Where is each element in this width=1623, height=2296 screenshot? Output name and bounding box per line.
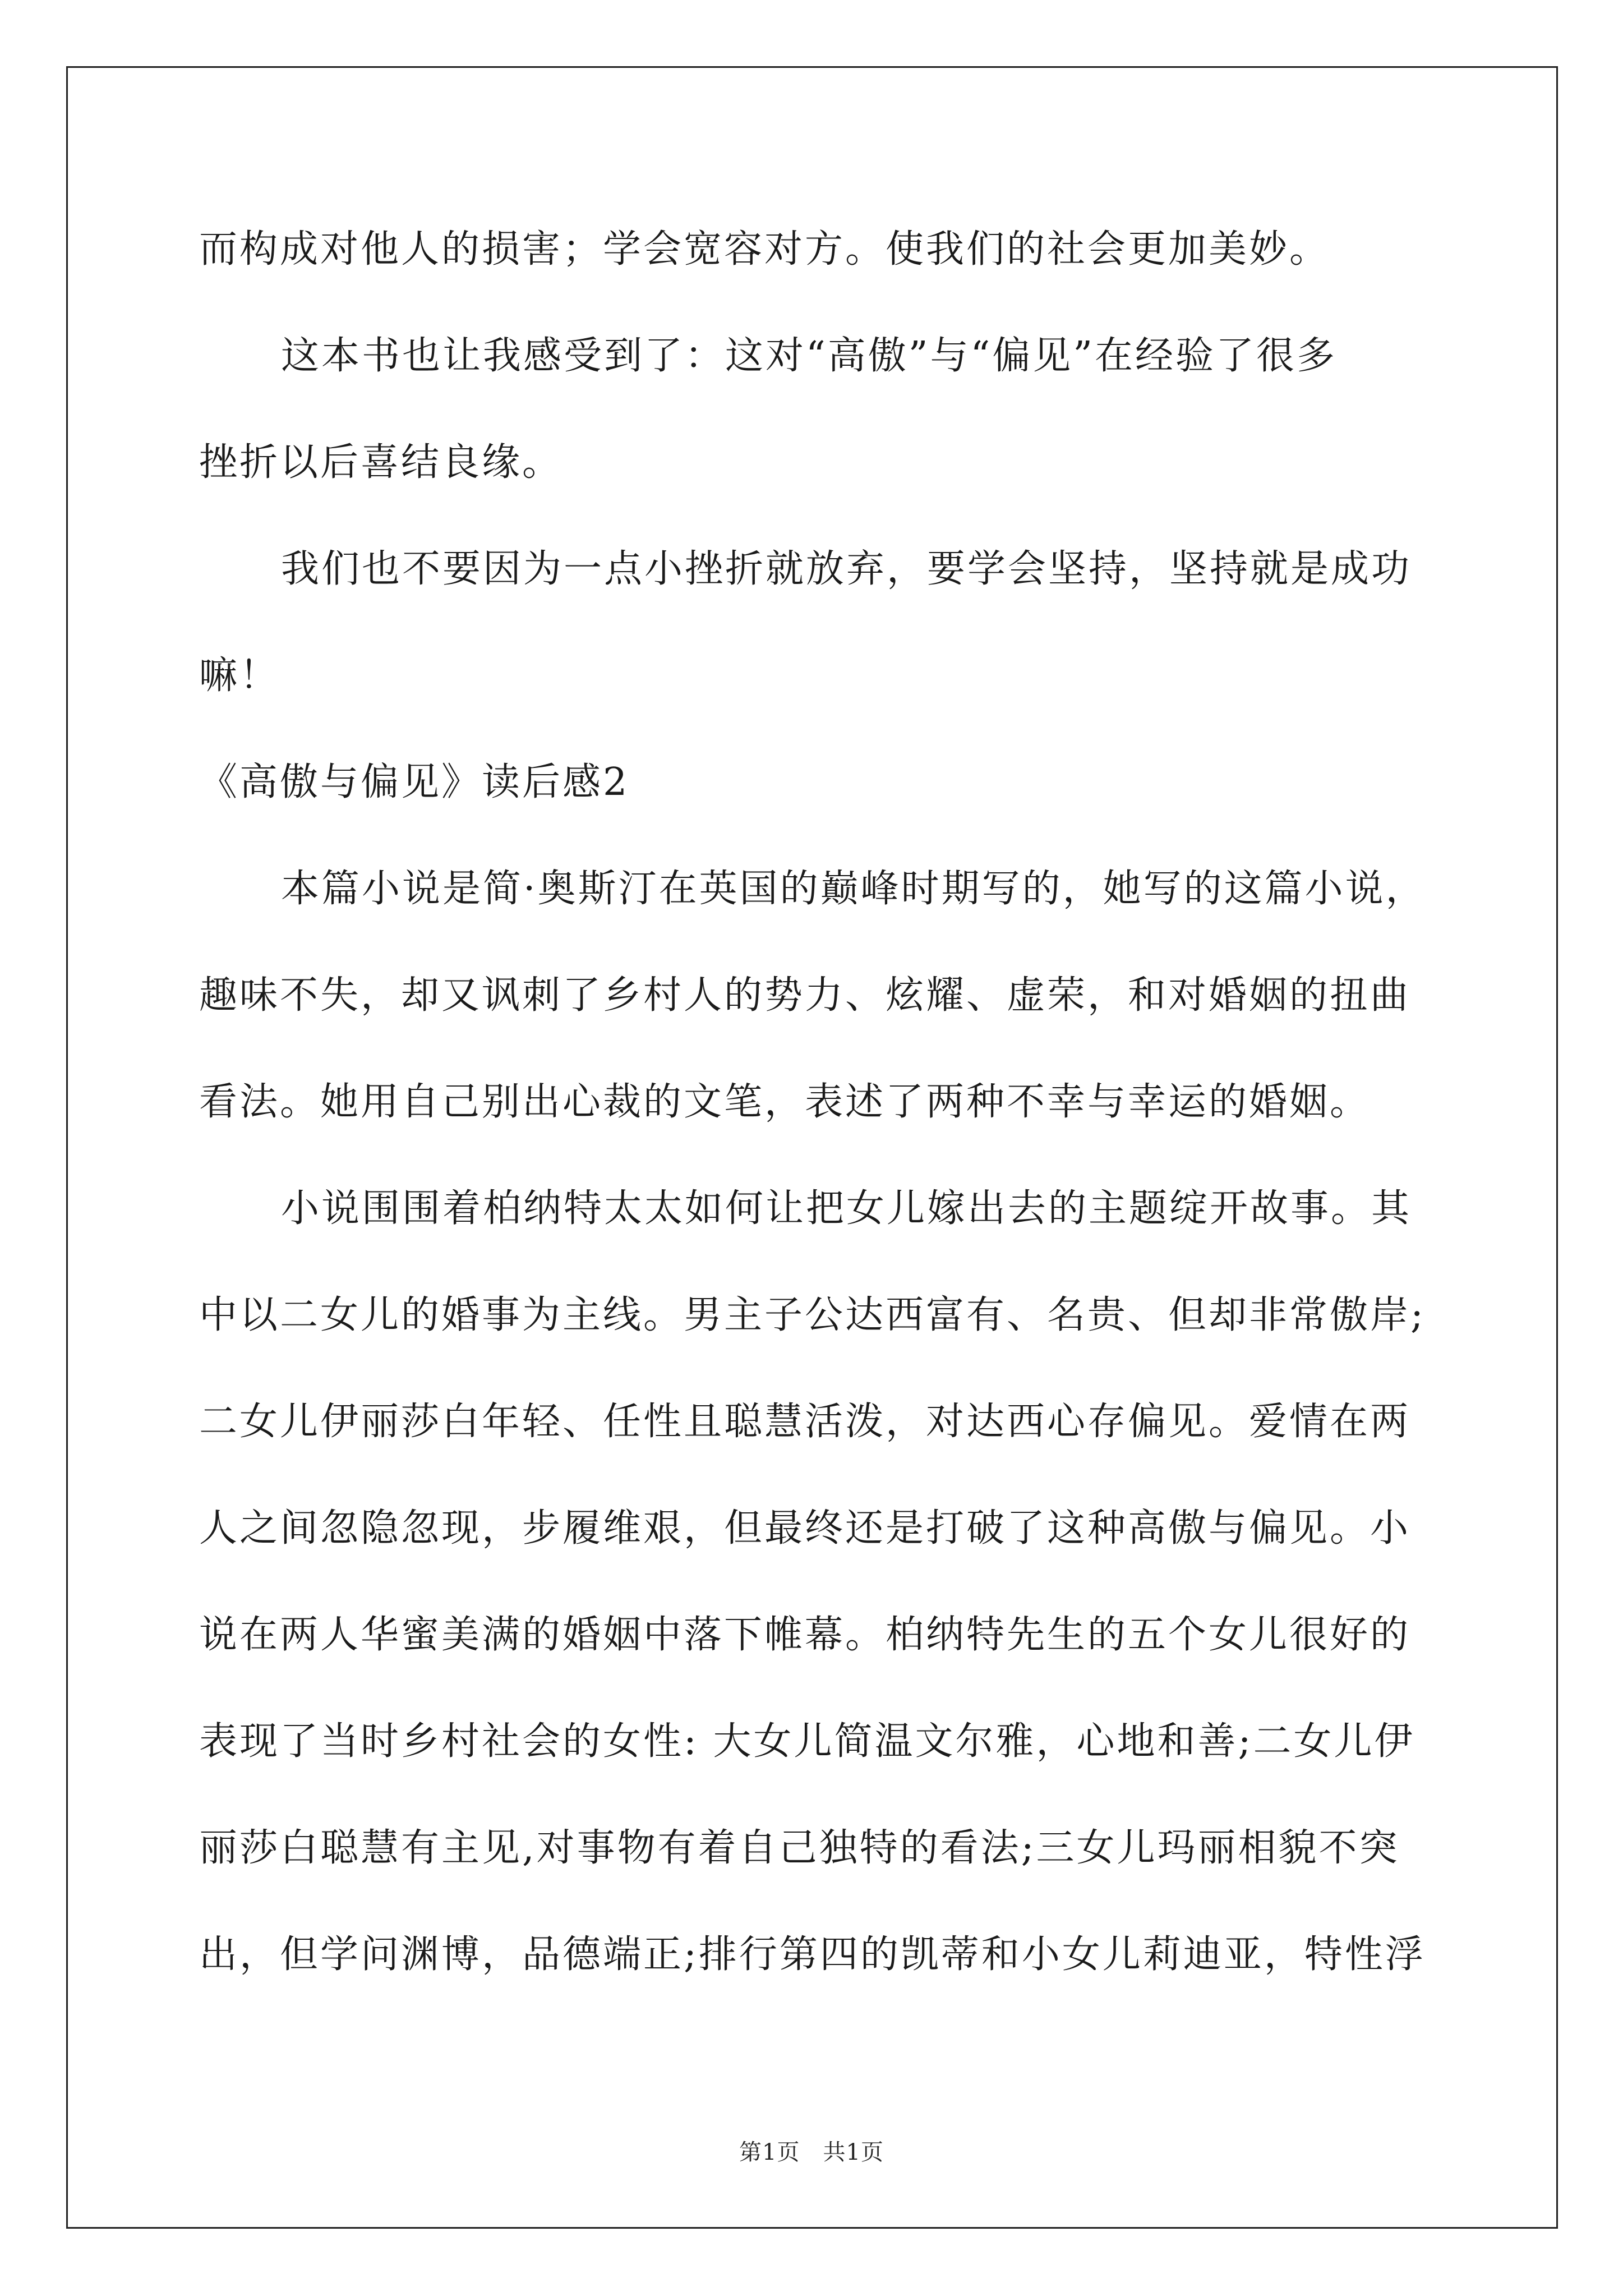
text-line: 嘛！ bbox=[199, 654, 280, 698]
text-line: 出，但学问渊博，品德端正;排行第四的凯蒂和小女儿莉迪亚，特性浮 bbox=[199, 1932, 1426, 1977]
text-line: 趣味不失，却又讽刺了乡村人的势力、炫耀、虚荣，和对婚姻的扭曲 bbox=[199, 973, 1411, 1018]
text-line: 本篇小说是简·奥斯汀在英国的巅峰时期写的，她写的这篇小说， bbox=[281, 867, 1426, 911]
text-line: 丽莎白聪慧有主见,对事物有着自己独特的看法;三女儿玛丽相貌不突 bbox=[199, 1826, 1400, 1870]
text-line: 二女儿伊丽莎白年轻、任性且聪慧活泼，对达西心存偏见。爱情在两 bbox=[199, 1400, 1411, 1444]
text-line: 挫折以后喜结良缘。 bbox=[199, 440, 563, 485]
text-line: 而构成对他人的损害；学会宽容对方。使我们的社会更加美妙。 bbox=[199, 227, 1330, 272]
text-line: 看法。她用自己别出心裁的文笔，表述了两种不幸与幸运的婚姻。 bbox=[199, 1080, 1371, 1124]
text-line: 中以二女儿的婚事为主线。男主子公达西富有、名贵、但却非常傲岸; bbox=[199, 1293, 1426, 1337]
page-footer: 第1页 共1页 bbox=[739, 2139, 884, 2165]
text-line: 这本书也让我感受到了：这对“高傲”与“偏见”在经验了很多 bbox=[281, 334, 1338, 378]
text-line: 小说围围着柏纳特太太如何让把女儿嫁出去的主题绽开故事。其 bbox=[281, 1186, 1412, 1231]
document-body bbox=[199, 196, 1444, 2008]
text-line: 说在两人华蜜美满的婚姻中落下帷幕。柏纳特先生的五个女儿很好的 bbox=[199, 1613, 1411, 1657]
section-heading: 《高傲与偏见》读后感2 bbox=[199, 760, 630, 804]
text-line: 我们也不要因为一点小挫折就放弃，要学会坚持，坚持就是成功 bbox=[281, 547, 1412, 591]
text-line: 表现了当时乡村社会的女性: 大女儿简温文尔雅，心地和善;二女儿伊 bbox=[199, 1719, 1415, 1764]
text-line: 人之间忽隐忽现，步履维艰，但最终还是打破了这种高傲与偏见。小 bbox=[199, 1506, 1411, 1550]
